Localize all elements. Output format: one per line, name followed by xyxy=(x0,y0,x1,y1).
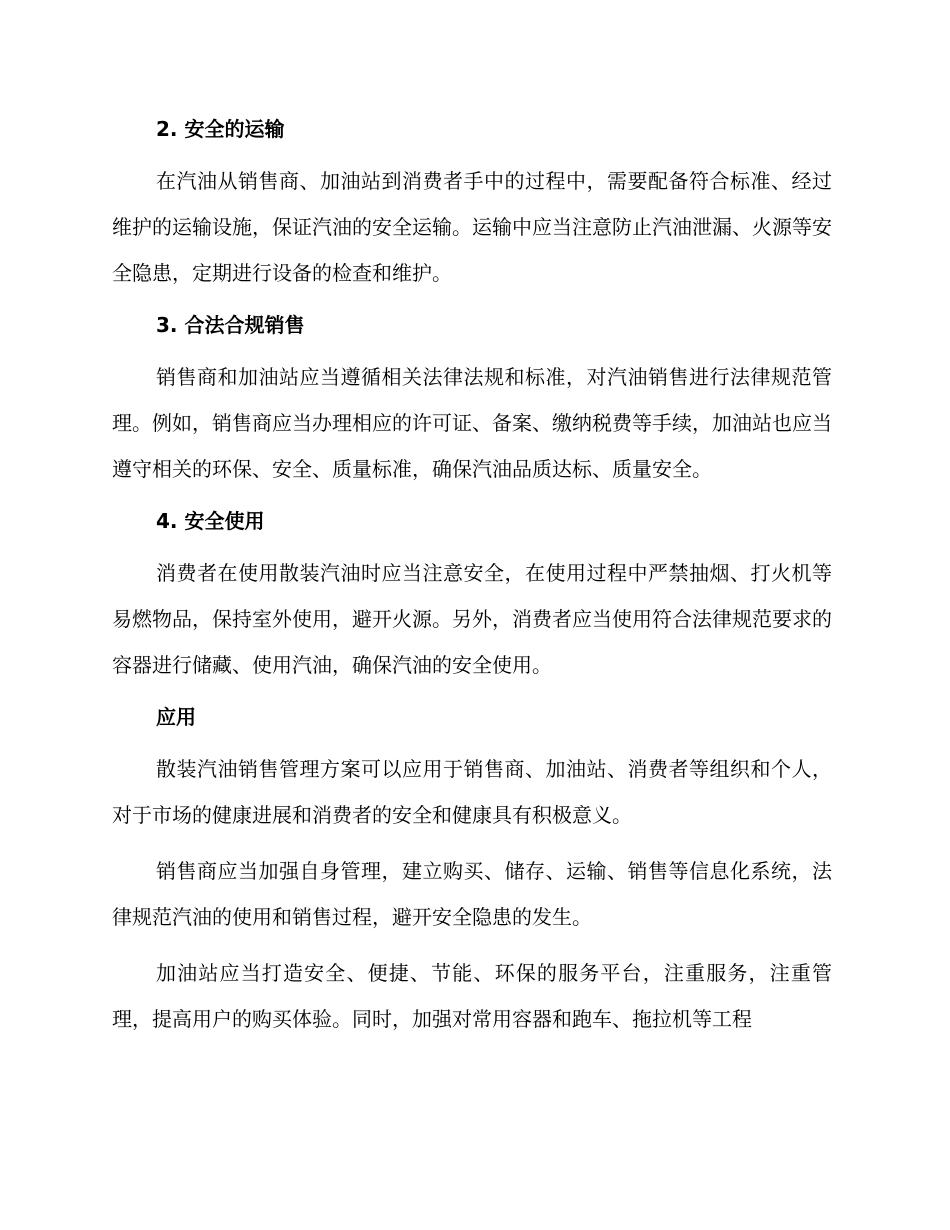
paragraph-legal-sales: 销售商和加油站应当遵循相关法律法规和标准，对汽油销售进行法律规范管理。例如，销售商应当办理相应的许可证、备案、缴纳税费等手续，加油站也应当遵守相关的环保、安全、质量标准，确保汽油品质达标、质量安全。 xyxy=(112,365,832,481)
section-heading-safe-use: 4. 安全使用 xyxy=(156,509,265,533)
paragraph-safe-transport: 在汽油从销售商、加油站到消费者手中的过程中，需要配备符合标准、经过维护的运输设施，保证汽油的安全运输。运输中应当注意防止汽油泄漏、火源等安全隐患，定期进行设备的检查和维护。 xyxy=(112,169,832,285)
paragraph-application-overview: 散装汽油销售管理方案可以应用于销售商、加油站、消费者等组织和个人，对于市场的健康进展和消费者的安全和健康具有积极意义。 xyxy=(112,757,832,827)
paragraph-application-sellers: 销售商应当加强自身管理，建立购买、储存、运输、销售等信息化系统，法律规范汽油的使用和销售过程，避开安全隐患的发生。 xyxy=(112,859,832,929)
section-heading-legal-sales: 3. 合法合规销售 xyxy=(156,313,305,337)
document-body xyxy=(112,110,832,1052)
section-heading-application: 应用 xyxy=(156,705,196,729)
paragraph-safe-use: 消费者在使用散装汽油时应当注意安全，在使用过程中严禁抽烟、打火机等易燃物品，保持室外使用，避开火源。另外，消费者应当使用符合法律规范要求的容器进行储藏、使用汽油，确保汽油的安全使用。 xyxy=(112,561,832,677)
section-heading-safe-transport: 2. 安全的运输 xyxy=(156,117,285,141)
paragraph-application-stations: 加油站应当打造安全、便捷、节能、环保的服务平台，注重服务，注重管理，提高用户的购买体验。同时，加强对常用容器和跑车、拖拉机等工程 xyxy=(112,961,832,1031)
